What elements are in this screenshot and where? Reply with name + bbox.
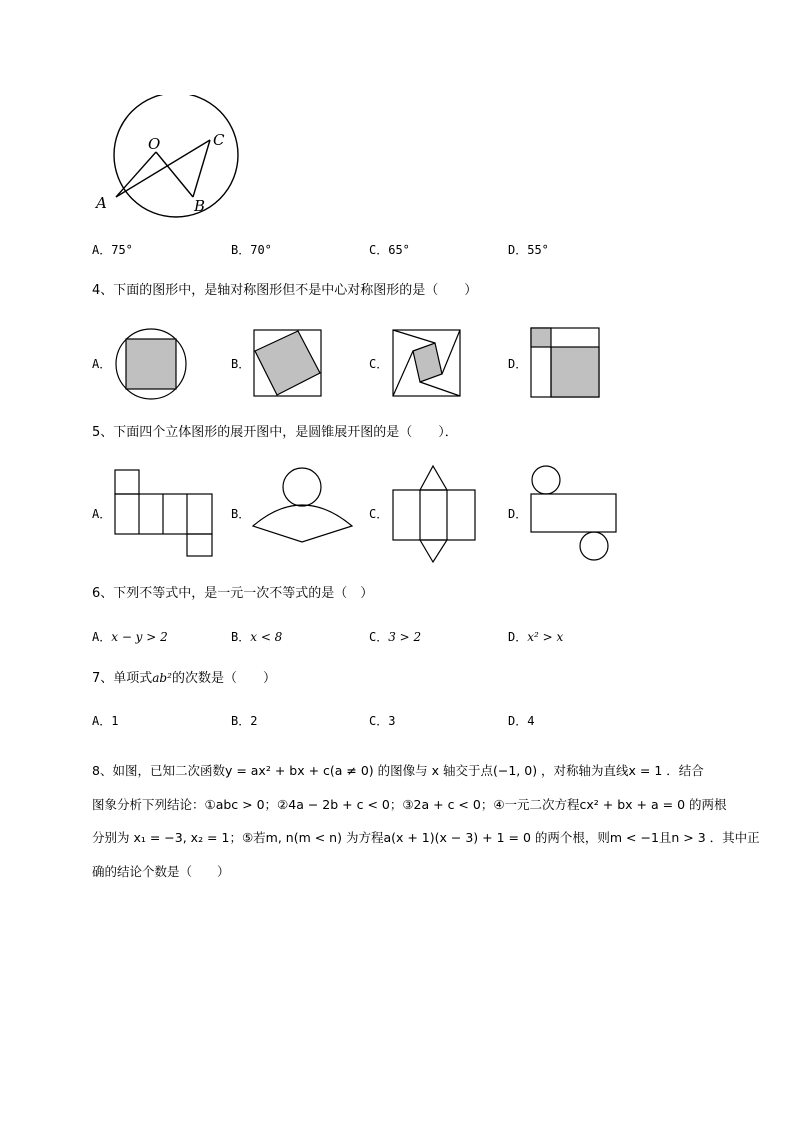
- q5-figure-c: [391, 464, 477, 564]
- q7-stem-prefix: 7、单项式: [92, 671, 153, 686]
- segment-ob: [156, 152, 193, 197]
- q7-stem-suffix: 的次数是（ ）: [171, 671, 276, 686]
- q7-option-a: A．1: [92, 714, 119, 728]
- q4-figure-c: [392, 329, 462, 397]
- q4-label-b: B．: [231, 357, 251, 371]
- label-b: B: [194, 197, 206, 215]
- q4-figure-b: [253, 329, 323, 397]
- q7-stem-math: ab²: [152, 671, 172, 685]
- q8-line-2: 图象分析下列结论：①abc > 0；②4a − 2b + c < 0；③2a + c < 0；④一元二次方程cx² + bx + a = 0 的两根: [92, 797, 727, 812]
- label-c: C: [213, 131, 225, 149]
- q6-option-b: B．x < 8: [231, 630, 283, 644]
- q7-option-c: C．3: [369, 714, 396, 728]
- q7-option-b: B．2: [231, 714, 258, 728]
- q5-figure-d: [529, 464, 619, 564]
- q4-figure-a: [114, 327, 188, 401]
- label-a: A: [96, 194, 107, 212]
- circle-figure: [90, 95, 240, 220]
- q7-stem: [92, 670, 276, 687]
- q6-option-c: C．3 > 2: [369, 630, 422, 644]
- q5-figure-b: [250, 466, 356, 546]
- segment-ao: [116, 152, 156, 197]
- q8-line-4: 确的结论个数是（ ）: [92, 864, 230, 879]
- q3-option-d: D．55°: [508, 243, 549, 257]
- q5-label-d: D．: [508, 507, 528, 521]
- q4-stem: 4、下面的图形中，是轴对称图形但不是中心对称图形的是（ ）: [92, 283, 478, 298]
- q3-option-c: C．65°: [369, 243, 410, 257]
- q8-line-3: 分别为 x₁ = −3, x₂ = 1；⑤若m, n(m < n) 为方程a(x + 1)(x − 3) + 1 = 0 的两个根，则m < −1且n > 3 ．其中正: [92, 830, 760, 845]
- q6-option-a: A．x − y > 2: [92, 630, 168, 644]
- q5-label-c: C．: [369, 507, 389, 521]
- circle-outline: [114, 95, 238, 217]
- q6-stem: 6、下列不等式中，是一元一次不等式的是（ ）: [92, 586, 374, 601]
- q5-label-b: B．: [231, 507, 251, 521]
- q7-option-d: D．4: [508, 714, 535, 728]
- q3-option-a: A．75°: [92, 243, 133, 257]
- q5-label-a: A．: [92, 507, 112, 521]
- q3-option-b: B．70°: [231, 243, 272, 257]
- q5-stem: 5、下面四个立体图形的展开图中，是圆锥展开图的是（ ）．: [92, 425, 458, 440]
- q5-figure-a: [114, 469, 214, 559]
- label-o: O: [148, 135, 161, 153]
- q4-figure-d: [530, 327, 601, 399]
- q4-label-c: C．: [369, 357, 389, 371]
- q4-label-a: A．: [92, 357, 112, 371]
- q4-label-d: D．: [508, 357, 528, 371]
- q8-line-1: 8、如图，已知二次函数y = ax² + bx + c(a ≠ 0) 的图像与 x 轴交于点(−1, 0) ，对称轴为直线x = 1 ．结合: [92, 763, 704, 778]
- q6-option-d: D．x² > x: [508, 630, 564, 644]
